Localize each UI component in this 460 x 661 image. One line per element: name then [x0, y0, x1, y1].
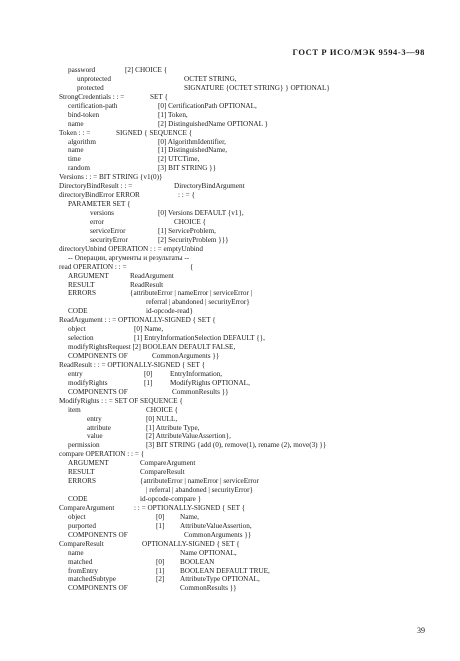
- listing-text: ARGUMENT: [68, 459, 109, 468]
- listing-text: [1]: [156, 521, 165, 530]
- listing-text: entry: [68, 369, 83, 378]
- listing-text: [2] UTCTime,: [158, 155, 200, 164]
- listing-text: name: [68, 548, 84, 557]
- listing-text: {attributeError | nameError | serviceError |: [130, 289, 253, 298]
- listing-text: Name,: [180, 512, 199, 521]
- listing-line: [0, 272, 460, 281]
- listing-line: [0, 432, 460, 441]
- listing-line: [0, 218, 460, 227]
- listing-text: attribute: [87, 423, 111, 432]
- listing-line: [0, 75, 460, 84]
- listing-text: id-opcode-compare }: [140, 495, 202, 503]
- listing-line: [0, 281, 460, 290]
- listing-text: [0] AlgorithmIdentifier,: [158, 137, 226, 146]
- listing-text: RESULT: [68, 468, 95, 477]
- listing-text: DirectoryBindArgument: [174, 182, 245, 191]
- listing-text: AttributeType OPTIONAL,: [180, 575, 260, 584]
- listing-line: [0, 441, 460, 450]
- listing-text: unprotected: [77, 74, 111, 83]
- listing-text: permission: [68, 441, 100, 450]
- listing-line: [0, 531, 460, 540]
- listing-text: entry: [87, 414, 102, 423]
- listing-text: CommonResults }}: [180, 584, 237, 593]
- listing-text: ReadResult: [130, 280, 164, 289]
- listing-text: CommonArguments }}: [184, 530, 252, 539]
- listing-text: Token : : =: [59, 128, 91, 137]
- listing-text: {: [190, 262, 194, 271]
- listing-text: | referral | abandoned | securityError}: [146, 486, 253, 495]
- listing-line: [0, 477, 460, 486]
- listing-text: COMPONENTS OF: [68, 530, 128, 539]
- listing-text: ERRORS: [68, 477, 96, 486]
- listing-text: [3] BIT STRING {add (0), remove(1), rename (2), move(3) }}: [146, 441, 327, 450]
- listing-line: [0, 173, 460, 182]
- listing-text: Name OPTIONAL,: [180, 548, 237, 557]
- listing-text: id-opcode-read}: [146, 307, 193, 316]
- listing-line: [0, 334, 460, 343]
- listing-text: purported: [68, 521, 96, 530]
- listing-text: modifyRightsRequest [2] BOOLEAN DEFAULT FALSE,: [68, 343, 236, 352]
- listing-text: OPTIONALLY-SIGNED { SET {: [142, 539, 240, 548]
- listing-text: ERRORS: [68, 289, 96, 298]
- listing-line: [0, 450, 460, 459]
- listing-text: fromEntry: [68, 566, 98, 575]
- listing-text: EntryInformation,: [170, 369, 223, 378]
- listing-line: [0, 397, 460, 406]
- listing-line: [0, 298, 460, 307]
- listing-line: [0, 236, 460, 245]
- listing-text: : : = OPTIONALLY-SIGNED { SET {: [134, 503, 246, 512]
- listing-line: [0, 558, 460, 567]
- listing-text: object: [68, 325, 86, 334]
- listing-line: [0, 316, 460, 325]
- listing-line: [0, 513, 460, 522]
- listing-text: CODE: [68, 495, 88, 503]
- listing-line: [0, 227, 460, 236]
- listing-text: selection: [68, 334, 94, 343]
- listing-line: [0, 245, 460, 254]
- listing-line: [0, 120, 460, 129]
- listing-text: time: [68, 155, 81, 164]
- listing-text: SIGNATURE {OCTET STRING} } OPTIONAL}: [184, 83, 330, 92]
- listing-text: ReadArgument : : = OPTIONALLY-SIGNED { SET {: [59, 316, 216, 325]
- listing-text: password: [68, 66, 96, 74]
- listing-text: versions: [90, 209, 114, 217]
- listing-text: referral | abandoned | securityError}: [146, 298, 250, 307]
- listing-text: SET {: [150, 92, 168, 101]
- listing-line: [0, 93, 460, 102]
- listing-text: read OPERATION : : =: [59, 262, 127, 271]
- listing-text: [2] AttributeValueAssertion},: [146, 432, 231, 441]
- listing-text: [2] CHOICE {: [125, 66, 168, 74]
- listing-line: [0, 495, 460, 504]
- listing-text: CompareResult: [59, 539, 104, 548]
- listing-text: CommonResults }}: [172, 387, 229, 396]
- listing-text: CompareArgument: [59, 503, 115, 512]
- listing-line: [0, 138, 460, 147]
- listing-text: [1] DistinguishedName,: [158, 146, 228, 155]
- listing-line: [0, 352, 460, 361]
- listing-text: name: [68, 119, 84, 128]
- listing-line: [0, 584, 460, 593]
- listing-text: PARAMETER SET {: [68, 200, 131, 209]
- listing-text: [0] CertificationPath OPTIONAL,: [158, 101, 257, 110]
- listing-text: BOOLEAN DEFAULT TRUE,: [180, 566, 270, 575]
- listing-text: SIGNED { SEQUENCE {: [116, 128, 193, 137]
- listing-text: [0]: [156, 557, 165, 566]
- listing-line: [0, 549, 460, 558]
- listing-text: directoryBindError ERROR: [59, 191, 140, 200]
- listing-line: [0, 567, 460, 576]
- listing-text: name: [68, 146, 84, 155]
- listing-text: [0] NULL,: [146, 414, 178, 423]
- listing-text: [1]: [156, 566, 165, 575]
- listing-line: [0, 209, 460, 218]
- listing-line: [0, 164, 460, 173]
- listing-text: securityError: [90, 235, 128, 244]
- listing-text: matched: [68, 557, 93, 566]
- listing-text: OCTET STRING,: [184, 74, 237, 83]
- listing-text: matchedSubtype: [68, 575, 116, 584]
- asn1-listing: [0, 66, 460, 593]
- listing-line: [0, 406, 460, 415]
- listing-line: [0, 486, 460, 495]
- listing-text: value: [87, 432, 103, 441]
- listing-text: CHOICE {: [174, 217, 206, 226]
- listing-text: Versions : : = BIT STRING {v1(0)}: [59, 173, 163, 182]
- listing-text: bind-token: [68, 110, 100, 119]
- listing-text: modifyRights: [68, 378, 108, 387]
- listing-text: ModifyRights OPTIONAL,: [170, 378, 250, 387]
- listing-line: [0, 84, 460, 93]
- listing-text: compare OPERATION : : = {: [59, 450, 145, 459]
- listing-text: DirectoryBindResult : : =: [59, 182, 133, 191]
- listing-line: [0, 370, 460, 379]
- listing-text: ModifyRights : : = SET OF SEQUENCE {: [59, 396, 183, 405]
- listing-text: [2] DistinguishedName OPTIONAL }: [158, 119, 268, 128]
- page-number: 39: [417, 626, 425, 635]
- listing-text: [0] Versions DEFAULT {v1},: [158, 209, 244, 217]
- listing-line: [0, 343, 460, 352]
- listing-text: [1]: [144, 378, 153, 387]
- listing-text: [0] Name,: [134, 325, 164, 334]
- listing-text: StrongCredentials : : =: [59, 92, 125, 101]
- listing-text: random: [68, 164, 90, 173]
- listing-line: [0, 424, 460, 433]
- listing-text: BOOLEAN: [180, 557, 215, 566]
- listing-line: [0, 459, 460, 468]
- listing-text: item: [68, 405, 81, 414]
- listing-text: -- Операции, аргументы и результаты --: [68, 253, 190, 262]
- listing-text: {attributeError | nameError | serviceError: [140, 477, 259, 486]
- listing-text: serviceError: [90, 226, 126, 235]
- listing-line: [0, 468, 460, 477]
- listing-text: AttributeValueAssertion,: [180, 521, 252, 530]
- listing-line: [0, 540, 460, 549]
- listing-line: [0, 575, 460, 584]
- listing-text: directoryUnbind OPERATION : : = emptyUnbind: [59, 244, 203, 253]
- listing-text: COMPONENTS OF: [68, 352, 128, 360]
- listing-text: ReadResult : : = OPTIONALLY-SIGNED { SET {: [59, 360, 206, 369]
- listing-text: [1] Token,: [158, 110, 188, 119]
- listing-line: [0, 102, 460, 111]
- listing-text: protected: [77, 83, 104, 92]
- listing-line: [0, 146, 460, 155]
- listing-line: [0, 289, 460, 298]
- listing-text: [2] SecurityProblem }}}: [158, 235, 229, 244]
- listing-text: COMPONENTS OF: [68, 584, 128, 593]
- listing-text: algorithm: [68, 137, 96, 146]
- listing-line: [0, 522, 460, 531]
- listing-text: CODE: [68, 307, 88, 316]
- listing-line: [0, 66, 460, 75]
- listing-line: [0, 307, 460, 316]
- listing-text: CompareResult: [140, 468, 185, 477]
- listing-line: [0, 388, 460, 397]
- listing-text: CHOICE {: [146, 405, 178, 414]
- listing-line: [0, 361, 460, 370]
- listing-text: object: [68, 512, 86, 521]
- standard-header: ГОСТ Р ИСО/МЭК 9594-3—98: [292, 47, 425, 57]
- listing-line: [0, 200, 460, 209]
- listing-text: error: [90, 217, 104, 226]
- listing-line: [0, 415, 460, 424]
- listing-line: [0, 263, 460, 272]
- listing-text: [3] BIT STRING }}: [158, 164, 217, 173]
- listing-line: [0, 111, 460, 120]
- listing-text: [0]: [144, 369, 153, 378]
- listing-text: [2]: [156, 575, 165, 584]
- listing-text: COMPONENTS OF: [68, 387, 128, 396]
- listing-line: [0, 379, 460, 388]
- listing-text: CompareArgument: [140, 459, 196, 468]
- listing-line: [0, 182, 460, 191]
- listing-text: CommonArguments }}: [152, 352, 220, 360]
- listing-text: certification-path: [68, 101, 118, 110]
- listing-line: [0, 155, 460, 164]
- listing-text: [1] Attribute Type,: [146, 423, 200, 432]
- listing-text: ReadArgument: [130, 271, 174, 280]
- listing-line: [0, 191, 460, 200]
- listing-line: [0, 504, 460, 513]
- listing-text: ARGUMENT: [68, 271, 109, 280]
- listing-text: RESULT: [68, 280, 95, 289]
- listing-line: [0, 129, 460, 138]
- listing-text: [1] EntryInformationSelection DEFAULT {},: [134, 334, 265, 343]
- listing-line: [0, 254, 460, 263]
- listing-line: [0, 325, 460, 334]
- listing-text: [1] ServiceProblem,: [158, 226, 216, 235]
- listing-text: [0]: [156, 512, 165, 521]
- listing-text: : : = {: [178, 191, 195, 200]
